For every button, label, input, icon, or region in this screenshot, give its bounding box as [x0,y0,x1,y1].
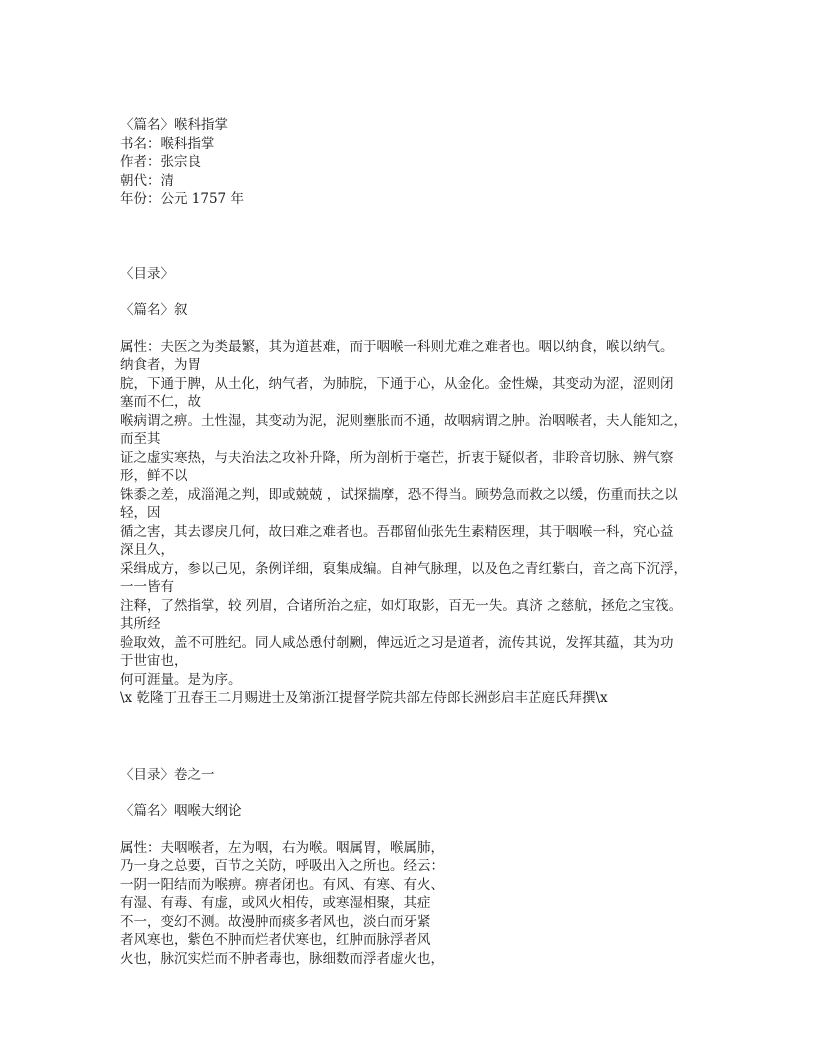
text-line: 喉病谓之痹。土性湿，其变动为泥，泥则壅胀而不通，故咽病谓之肿。治咽喉者，夫人能知之， [120,412,687,429]
text-line: 形，鲜不以 [120,468,188,484]
text-line: 属性：夫咽喉者，左为咽，右为喉。咽属胃，喉属肺， [120,839,444,856]
text-line: 者风寒也，紫色不肿而烂者伏寒也，红肿而脉浮者风 [120,932,431,948]
preface-body [120,338,720,708]
chapter-body [120,839,720,969]
section-preface [120,265,720,708]
text-line: 而至其 [120,431,161,447]
text-line: 验取效，盖不可胜纪。同人咸怂恿付剞劂，俾远近之习是道者，流传其说，发挥其蕴，其为功 [120,634,674,651]
signature-line: \x 乾隆丁丑春王二月赐进士及第浙江提督学院共部左侍郎长洲彭启丰芷庭氏拜撰\x [120,690,608,706]
dynasty: 朝代：清 [120,172,174,189]
text-line: 属性：夫医之为类最繁，其为道甚难，而于咽喉一科则尤难之难者也。咽以纳食，喉以纳气。 [120,338,674,355]
text-line: 火也，脉沉实烂而不肿者毒也，脉细数而浮者虚火也， [120,950,444,967]
chapter-heading: 〈篇名〉叙 [120,302,188,318]
book-name: 书名：喉科指掌 [120,135,215,152]
book-metadata [120,116,720,209]
toc-heading: 〈目录〉卷之一 [120,766,215,783]
text-line: 一一皆有 [120,579,174,595]
title-line: 〈篇名〉喉科指掌 [120,117,228,133]
section-volume-one [120,766,720,969]
text-line: 轻，因 [120,505,161,521]
toc-heading: 〈目录〉 [120,265,174,282]
text-line: 其所经 [120,616,161,632]
text-line: 证之虚实寒热，与夫治法之攻补升降，所为剖析于毫芒，折衷于疑似者，非聆音切脉、辨气察 [120,449,674,466]
text-line: 一阴一阳结而为喉痹。痹者闭也。有风、有寒、有火、 [120,876,444,893]
text-line: 注释，了然指掌，较 列眉，合诸所治之症，如灯取影，百无一失。真济 之慈航，拯危之宝筏。 [120,597,683,614]
text-line: 何可涯量。是为序。 [120,671,242,688]
year: 年份：公元 1757 年 [120,191,244,207]
author: 作者：张宗良 [120,154,201,170]
text-line: 循之害，其去谬戾几何，故曰难之难者也。吾郡留仙张先生素精医理，其于咽喉一科，究心益 [120,523,674,540]
text-line: 深且久， [120,542,174,558]
chapter-heading: 〈篇名〉咽喉大纲论 [120,803,242,819]
text-line: 不一，变幻不测。故漫肿而痰多者风也，淡白而牙紧 [120,913,431,930]
text-line: 塞而不仁，故 [120,394,201,410]
document-page [120,116,720,968]
text-line: 脘，下通于脾，从土化，纳气者，为肺脘，下通于心，从金化。金性燥，其变动为涩，涩则闭 [120,375,674,392]
text-line: 采缉成方，参以己见，条例详细，裒集成编。自神气脉理，以及色之青红紫白，音之高下沉浮， [120,560,687,577]
text-line: 铢黍之差，成淄渑之判，即或兢兢 ，试探揣摩，恐不得当。顾势急而救之以缓，伤重而扶之以 [120,486,678,503]
text-line: 纳食者，为胃 [120,357,201,373]
text-line: 乃一身之总要，百节之关防，呼吸出入之所也。经云： [120,858,444,874]
text-line: 有湿、有毒、有虚，或风火相传，或寒湿相聚，其症 [120,895,431,911]
text-line: 于世宙也， [120,653,188,669]
